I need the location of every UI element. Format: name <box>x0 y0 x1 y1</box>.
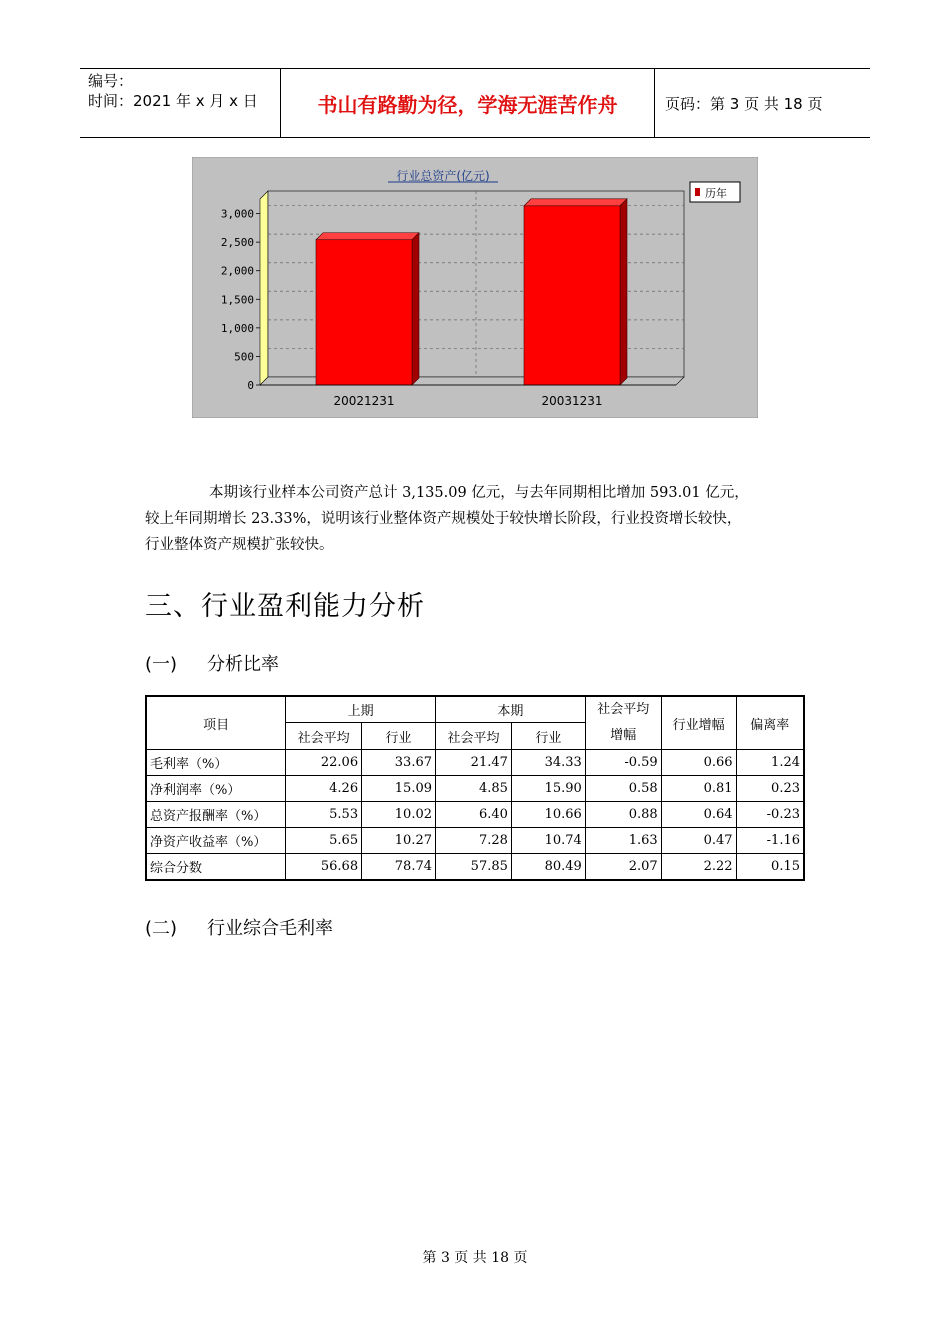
table-cell: 15.90 <box>511 776 585 802</box>
subsection-1-number: (一) <box>145 654 178 675</box>
x-tick-label: 20021231 <box>333 394 395 408</box>
row-label: 净资产收益率（%） <box>146 828 286 854</box>
header-industry-growth: 行业增幅 <box>661 696 736 750</box>
y-tick-label: 3,000 <box>220 207 254 221</box>
header-meta <box>80 69 281 137</box>
header-prev-social-avg: 社会平均 <box>286 723 362 750</box>
table-cell: 1.63 <box>585 828 661 854</box>
table-cell: 1.24 <box>736 750 804 776</box>
header-curr-period: 本期 <box>436 696 586 723</box>
header-prev-period: 上期 <box>286 696 436 723</box>
table-cell: 5.53 <box>286 802 362 828</box>
y-tick-label: 1,000 <box>220 321 254 335</box>
table-cell: 4.85 <box>436 776 512 802</box>
table-cell: 78.74 <box>362 854 436 880</box>
table-cell: 21.47 <box>436 750 512 776</box>
paragraph-line-1: 本期该行业样本公司资产总计 3,135.09 亿元，与去年同期相比增加 593.01 亿元， <box>209 485 749 501</box>
subsection-heading-2 <box>145 914 333 940</box>
table-row <box>146 854 804 880</box>
row-label: 毛利率（%） <box>146 750 286 776</box>
header-curr-industry: 行业 <box>511 723 585 750</box>
table-cell: 10.02 <box>362 802 436 828</box>
header-social-growth-line1: 社会平均 <box>597 702 650 717</box>
table-cell: 7.28 <box>436 828 512 854</box>
table-row <box>146 802 804 828</box>
bar-top <box>524 199 627 206</box>
table-cell: 0.81 <box>661 776 736 802</box>
table-cell: 33.67 <box>362 750 436 776</box>
table-cell: 15.09 <box>362 776 436 802</box>
row-label: 净利润率（%） <box>146 776 286 802</box>
subsection-heading-1 <box>145 650 279 676</box>
header-item: 项目 <box>146 696 286 750</box>
header-curr-social-avg: 社会平均 <box>436 723 512 750</box>
table-cell: 80.49 <box>511 854 585 880</box>
chart-side-wall <box>260 191 268 385</box>
chart-title: 行业总资产(亿元) <box>396 169 490 183</box>
table-cell: 34.33 <box>511 750 585 776</box>
row-label: 综合分数 <box>146 854 286 880</box>
table-cell: 0.66 <box>661 750 736 776</box>
table-cell: 6.40 <box>436 802 512 828</box>
assets-paragraph <box>145 480 815 558</box>
table-cell: 2.22 <box>661 854 736 880</box>
header-social-growth-line2: 增幅 <box>610 728 637 743</box>
row-label: 总资产报酬率（%） <box>146 802 286 828</box>
table-cell: 10.27 <box>362 828 436 854</box>
table-cell: 57.85 <box>436 854 512 880</box>
table-cell: 10.74 <box>511 828 585 854</box>
bar <box>316 240 412 385</box>
header-prev-industry: 行业 <box>362 723 436 750</box>
table-cell: 2.07 <box>585 854 661 880</box>
header-motto: 书山有路勤为径，学海无涯苦作舟 <box>281 69 655 137</box>
table-row <box>146 776 804 802</box>
bar <box>524 206 620 385</box>
bar-side <box>620 199 627 385</box>
page-footer: 第 3 页 共 18 页 <box>422 1250 528 1266</box>
header-deviation: 偏离率 <box>736 696 804 750</box>
legend-label: 历年 <box>705 187 727 200</box>
table-cell: -1.16 <box>736 828 804 854</box>
table-cell: 0.23 <box>736 776 804 802</box>
subsection-2-title: 行业综合毛利率 <box>207 918 333 939</box>
subsection-2-number: (二) <box>145 918 178 939</box>
y-tick-label: 2,000 <box>220 264 254 278</box>
bar-top <box>316 233 419 240</box>
y-tick-label: 1,500 <box>220 293 254 307</box>
table-cell: 0.64 <box>661 802 736 828</box>
table-row <box>146 750 804 776</box>
x-tick-label: 20031231 <box>541 394 603 408</box>
paragraph-line-3: 行业整体资产规模扩张较快。 <box>145 537 334 553</box>
chart-plot-area <box>221 191 684 408</box>
table-cell: 0.15 <box>736 854 804 880</box>
bar-side <box>412 233 419 385</box>
section-heading: 三、行业盈利能力分析 <box>145 591 425 622</box>
table-cell: 22.06 <box>286 750 362 776</box>
paragraph-line-2: 较上年同期增长 23.33%，说明该行业整体资产规模处于较快增长阶段，行业投资增长较快， <box>145 511 742 527</box>
header-social-growth <box>585 696 661 750</box>
table-cell: -0.59 <box>585 750 661 776</box>
table-cell: 5.65 <box>286 828 362 854</box>
ratio-table <box>145 695 805 881</box>
table-cell: -0.23 <box>736 802 804 828</box>
subsection-1-title: 分析比率 <box>207 654 279 675</box>
table-cell: 56.68 <box>286 854 362 880</box>
table-cell: 0.47 <box>661 828 736 854</box>
table-cell: 10.66 <box>511 802 585 828</box>
table-cell: 0.58 <box>585 776 661 802</box>
legend-swatch <box>695 188 700 196</box>
document-number-label: 编号： <box>88 72 134 90</box>
page-header <box>80 68 870 138</box>
y-tick-label: 2,500 <box>220 236 254 250</box>
document-date-label: 时间：2021 年 x 月 x 日 <box>88 92 258 110</box>
y-tick-label: 0 <box>247 379 254 392</box>
table-cell: 4.26 <box>286 776 362 802</box>
total-assets-chart <box>192 157 758 418</box>
y-tick-label: 500 <box>234 350 254 364</box>
header-page-number: 页码：第 3 页 共 18 页 <box>665 94 823 113</box>
chart-legend <box>690 182 740 202</box>
table-cell: 0.88 <box>585 802 661 828</box>
table-row <box>146 828 804 854</box>
